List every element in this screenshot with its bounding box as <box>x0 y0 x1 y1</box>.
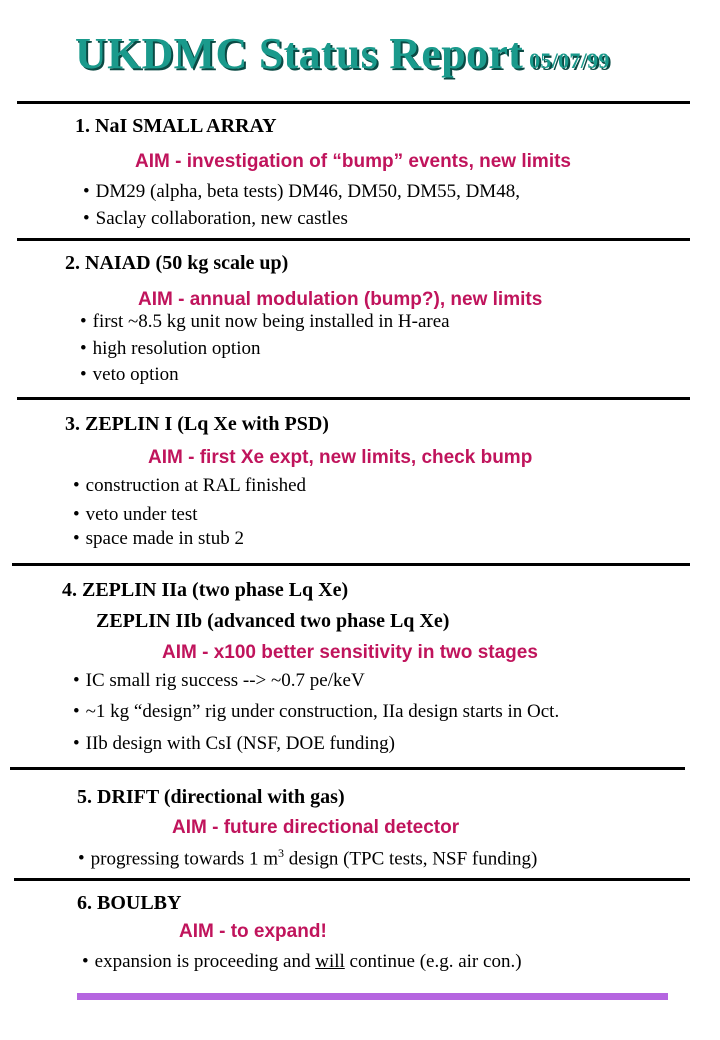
divider <box>17 101 690 104</box>
section-1-bullet-2: • Saclay collaboration, new castles <box>83 208 348 230</box>
section-3-bullet-3: • space made in stub 2 <box>73 528 244 550</box>
title-text: UKDMC Status Report <box>75 29 524 78</box>
divider <box>12 563 690 566</box>
section-3-aim: AIM - first Xe expt, new limits, check bump <box>148 447 533 468</box>
section-5-aim: AIM - future directional detector <box>172 817 460 838</box>
footer-bar <box>77 993 668 1000</box>
section-5-heading: 5. DRIFT (directional with gas) <box>77 786 345 808</box>
section-2-bullet-3: • veto option <box>80 364 179 386</box>
section-4-bullet-2: • ~1 kg “design” rig under construction, IIa design starts in Oct. <box>73 701 559 723</box>
section-4-aim: AIM - x100 better sensitivity in two stages <box>162 642 538 663</box>
title-date: 05/07/99 <box>529 48 610 73</box>
section-4-bullet-1: • IC small rig success --> ~0.7 pe/keV <box>73 670 365 692</box>
section-3-bullet-2: • veto under test <box>73 504 198 526</box>
divider <box>10 767 685 770</box>
divider <box>17 397 690 400</box>
section-2-heading: 2. NAIAD (50 kg scale up) <box>65 252 289 274</box>
section-2-bullet-1: • first ~8.5 kg unit now being installed in H-area <box>80 311 450 333</box>
section-4-heading-2: ZEPLIN IIb (advanced two phase Lq Xe) <box>96 610 450 632</box>
section-3-bullet-1: • construction at RAL finished <box>73 475 306 497</box>
section-6-aim: AIM - to expand! <box>179 921 327 942</box>
page-title <box>75 28 610 79</box>
section-2-aim: AIM - annual modulation (bump?), new limits <box>138 289 543 310</box>
section-1-aim: AIM - investigation of “bump” events, new limits <box>135 151 571 172</box>
section-3-heading: 3. ZEPLIN I (Lq Xe with PSD) <box>65 413 329 435</box>
section-5-bullet-1: • progressing towards 1 $m^3$ design (TPC tests, NSF funding) <box>78 846 537 870</box>
section-4-bullet-3: • IIb design with CsI (NSF, DOE funding) <box>73 733 395 755</box>
divider <box>17 238 690 241</box>
section-4-heading: 4. ZEPLIN IIa (two phase Lq Xe) <box>62 579 349 601</box>
section-1-heading: 1. NaI SMALL ARRAY <box>75 115 277 137</box>
section-6-heading: 6. BOULBY <box>77 892 182 914</box>
section-1-bullet-1: • DM29 (alpha, beta tests) DM46, DM50, DM55, DM48, <box>83 181 520 203</box>
section-6-bullet-1: • expansion is proceeding and will continue (e.g. air con.) <box>82 951 522 973</box>
section-2-bullet-2: • high resolution option <box>80 338 260 360</box>
divider <box>14 878 690 881</box>
